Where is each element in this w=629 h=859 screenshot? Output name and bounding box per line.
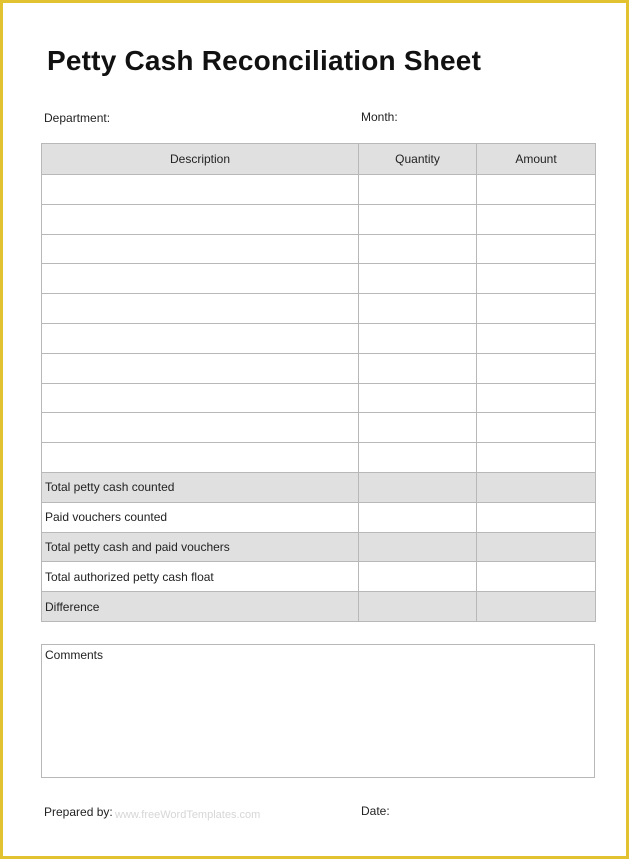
reconciliation-table — [41, 143, 596, 622]
amount-cell[interactable] — [477, 264, 596, 294]
description-cell[interactable] — [42, 264, 359, 294]
summary-label: Total petty cash and paid vouchers — [42, 532, 359, 562]
summary-label: Paid vouchers counted — [42, 502, 359, 532]
description-cell[interactable] — [42, 353, 359, 383]
table-row — [42, 353, 596, 383]
table-header-row — [42, 144, 596, 175]
quantity-cell[interactable] — [359, 443, 477, 473]
watermark-text: www.freeWordTemplates.com — [115, 809, 261, 821]
summary-label: Total authorized petty cash float — [42, 562, 359, 592]
table-row — [42, 175, 596, 205]
amount-cell[interactable] — [477, 383, 596, 413]
amount-cell[interactable] — [477, 443, 596, 473]
description-cell[interactable] — [42, 204, 359, 234]
department-label: Department: — [44, 111, 111, 125]
summary-quantity-cell[interactable] — [359, 532, 477, 562]
header-amount: Amount — [477, 144, 596, 175]
description-cell[interactable] — [42, 175, 359, 205]
description-cell[interactable] — [42, 413, 359, 443]
quantity-cell[interactable] — [359, 383, 477, 413]
summary-row — [42, 532, 596, 562]
summary-amount-cell[interactable] — [477, 592, 596, 622]
summary-quantity-cell[interactable] — [359, 562, 477, 592]
quantity-cell[interactable] — [359, 353, 477, 383]
description-cell[interactable] — [42, 383, 359, 413]
table-row — [42, 234, 596, 264]
comments-label: Comments — [45, 648, 104, 662]
summary-amount-cell[interactable] — [477, 562, 596, 592]
page-title: Petty Cash Reconciliation Sheet — [47, 45, 482, 76]
table-body — [42, 175, 596, 622]
summary-row — [42, 592, 596, 622]
quantity-cell[interactable] — [359, 323, 477, 353]
summary-amount-cell[interactable] — [477, 532, 596, 562]
prepared-by-label: Prepared by: — [44, 805, 113, 819]
description-cell[interactable] — [42, 323, 359, 353]
amount-cell[interactable] — [477, 294, 596, 324]
quantity-cell[interactable] — [359, 175, 477, 205]
description-cell[interactable] — [42, 234, 359, 264]
table-row — [42, 264, 596, 294]
summary-row — [42, 502, 596, 532]
amount-cell[interactable] — [477, 175, 596, 205]
summary-row — [42, 562, 596, 592]
summary-quantity-cell[interactable] — [359, 592, 477, 622]
table-row — [42, 323, 596, 353]
quantity-cell[interactable] — [359, 413, 477, 443]
table-row — [42, 294, 596, 324]
quantity-cell[interactable] — [359, 294, 477, 324]
month-label: Month: — [361, 110, 398, 124]
date-label: Date: — [361, 804, 390, 818]
amount-cell[interactable] — [477, 353, 596, 383]
summary-label: Total petty cash counted — [42, 472, 359, 502]
quantity-cell[interactable] — [359, 264, 477, 294]
table-row — [42, 383, 596, 413]
comments-box[interactable] — [41, 644, 595, 778]
amount-cell[interactable] — [477, 323, 596, 353]
summary-amount-cell[interactable] — [477, 472, 596, 502]
summary-quantity-cell[interactable] — [359, 472, 477, 502]
header-quantity: Quantity — [359, 144, 477, 175]
summary-row — [42, 472, 596, 502]
description-cell[interactable] — [42, 443, 359, 473]
summary-amount-cell[interactable] — [477, 502, 596, 532]
table-row — [42, 443, 596, 473]
description-cell[interactable] — [42, 294, 359, 324]
quantity-cell[interactable] — [359, 234, 477, 264]
table-row — [42, 204, 596, 234]
quantity-cell[interactable] — [359, 204, 477, 234]
summary-quantity-cell[interactable] — [359, 502, 477, 532]
header-description: Description — [42, 144, 359, 175]
amount-cell[interactable] — [477, 413, 596, 443]
amount-cell[interactable] — [477, 234, 596, 264]
table-row — [42, 413, 596, 443]
summary-label: Difference — [42, 592, 359, 622]
amount-cell[interactable] — [477, 204, 596, 234]
